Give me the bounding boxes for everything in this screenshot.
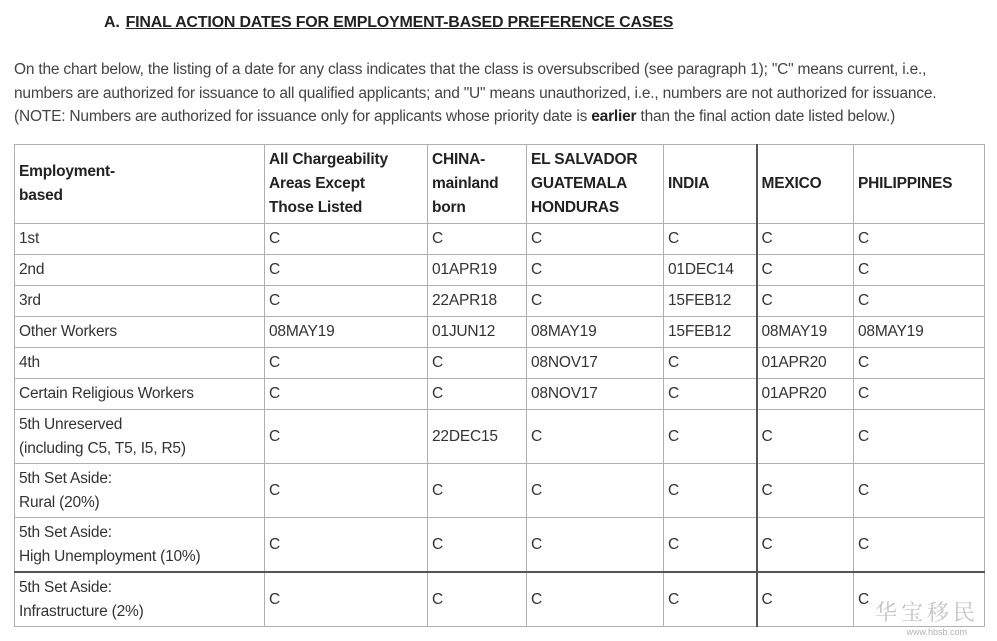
cell-all: C xyxy=(265,518,428,573)
table-row xyxy=(15,255,985,286)
header-central-america: EL SALVADOR GUATEMALA HONDURAS xyxy=(527,145,664,224)
cell-mexico: C xyxy=(757,518,854,573)
header-all-chargeability: All Chargeability Areas Except Those Listed xyxy=(265,145,428,224)
cell-central: C xyxy=(527,224,664,255)
cell-india: C xyxy=(664,379,757,410)
table-row xyxy=(15,286,985,317)
cell-china: 22APR18 xyxy=(428,286,527,317)
cell-mexico: C xyxy=(757,464,854,518)
final-action-dates-table xyxy=(14,144,985,627)
cell-mexico: C xyxy=(757,286,854,317)
cell-mexico: C xyxy=(757,572,854,627)
cell-philippines: C xyxy=(854,572,985,627)
table-row xyxy=(15,572,985,627)
cell-philippines: C xyxy=(854,348,985,379)
cell-central: C xyxy=(527,255,664,286)
cell-philippines: C xyxy=(854,255,985,286)
table-row xyxy=(15,464,985,518)
cell-mexico: C xyxy=(757,410,854,464)
row-category-label: Other Workers xyxy=(15,317,265,348)
intro-emphasis: earlier xyxy=(591,108,637,125)
cell-china: 22DEC15 xyxy=(428,410,527,464)
cell-all: C xyxy=(265,379,428,410)
intro-text-1: On the chart below, the listing of a date for any class indicates that the class is oversubscribed (see paragraph 1); "C" means current, i.e., numbers are authorized for issuance to all qualified applicants; and "U" means unauthorized, i.e., numbers are not authorized for issuance. (NOTE: Numbers are authorized for issuance only for applicants whose priority date is xyxy=(14,61,937,125)
row-category-label: Certain Religious Workers xyxy=(15,379,265,410)
header-china: CHINA- mainland born xyxy=(428,145,527,224)
cell-philippines: C xyxy=(854,464,985,518)
section-heading xyxy=(104,14,673,32)
watermark-url: www.hbsb.com xyxy=(906,627,967,637)
intro-paragraph xyxy=(14,58,989,129)
cell-mexico: C xyxy=(757,255,854,286)
cell-central: 08MAY19 xyxy=(527,317,664,348)
watermark-logo: 华宝移民 xyxy=(874,601,979,626)
cell-all: 08MAY19 xyxy=(265,317,428,348)
cell-central: C xyxy=(527,286,664,317)
cell-all: C xyxy=(265,348,428,379)
cell-all: C xyxy=(265,286,428,317)
cell-india: 15FEB12 xyxy=(664,286,757,317)
cell-mexico: 08MAY19 xyxy=(757,317,854,348)
cell-india: C xyxy=(664,464,757,518)
cell-all: C xyxy=(265,572,428,627)
cell-mexico: 01APR20 xyxy=(757,379,854,410)
header-mexico: MEXICO xyxy=(757,145,854,224)
cell-china: C xyxy=(428,348,527,379)
cell-india: 15FEB12 xyxy=(664,317,757,348)
cell-philippines: C xyxy=(854,518,985,573)
cell-central: C xyxy=(527,572,664,627)
cell-india: C xyxy=(664,348,757,379)
table-row xyxy=(15,410,985,464)
cell-central: 08NOV17 xyxy=(527,348,664,379)
section-number: A. xyxy=(104,14,120,31)
cell-china: C xyxy=(428,224,527,255)
cell-india: C xyxy=(664,224,757,255)
table-header-row xyxy=(15,145,985,224)
cell-all: C xyxy=(265,464,428,518)
cell-philippines: C xyxy=(854,286,985,317)
row-category-label: 5th Set Aside: Infrastructure (2%) xyxy=(15,572,265,627)
row-category-label: 5th Set Aside: High Unemployment (10%) xyxy=(15,518,265,573)
row-category-label: 5th Unreserved (including C5, T5, I5, R5) xyxy=(15,410,265,464)
cell-philippines: C xyxy=(854,379,985,410)
row-category-label: 2nd xyxy=(15,255,265,286)
section-title: FINAL ACTION DATES FOR EMPLOYMENT-BASED PREFERENCE CASES xyxy=(125,14,674,31)
cell-india: 01DEC14 xyxy=(664,255,757,286)
cell-all: C xyxy=(265,255,428,286)
header-philippines: PHILIPPINES xyxy=(854,145,985,224)
row-category-label: 5th Set Aside: Rural (20%) xyxy=(15,464,265,518)
cell-all: C xyxy=(265,224,428,255)
cell-china: 01JUN12 xyxy=(428,317,527,348)
table-row xyxy=(15,348,985,379)
cell-india: C xyxy=(664,410,757,464)
header-india: INDIA xyxy=(664,145,757,224)
cell-india: C xyxy=(664,518,757,573)
cell-philippines: C xyxy=(854,224,985,255)
table-row xyxy=(15,224,985,255)
cell-philippines: 08MAY19 xyxy=(854,317,985,348)
cell-central: 08NOV17 xyxy=(527,379,664,410)
row-category-label: 1st xyxy=(15,224,265,255)
cell-china: 01APR19 xyxy=(428,255,527,286)
cell-mexico: C xyxy=(757,224,854,255)
table-row xyxy=(15,317,985,348)
cell-china: C xyxy=(428,572,527,627)
cell-central: C xyxy=(527,518,664,573)
table-row xyxy=(15,518,985,573)
row-category-label: 3rd xyxy=(15,286,265,317)
cell-india: C xyxy=(664,572,757,627)
table-row xyxy=(15,379,985,410)
header-category: Employment- based xyxy=(15,145,265,224)
cell-all: C xyxy=(265,410,428,464)
cell-central: C xyxy=(527,464,664,518)
cell-china: C xyxy=(428,379,527,410)
cell-china: C xyxy=(428,464,527,518)
cell-mexico: 01APR20 xyxy=(757,348,854,379)
cell-china: C xyxy=(428,518,527,573)
row-category-label: 4th xyxy=(15,348,265,379)
intro-text-2: than the final action date listed below.) xyxy=(636,108,896,125)
cell-philippines: C xyxy=(854,410,985,464)
cell-central: C xyxy=(527,410,664,464)
